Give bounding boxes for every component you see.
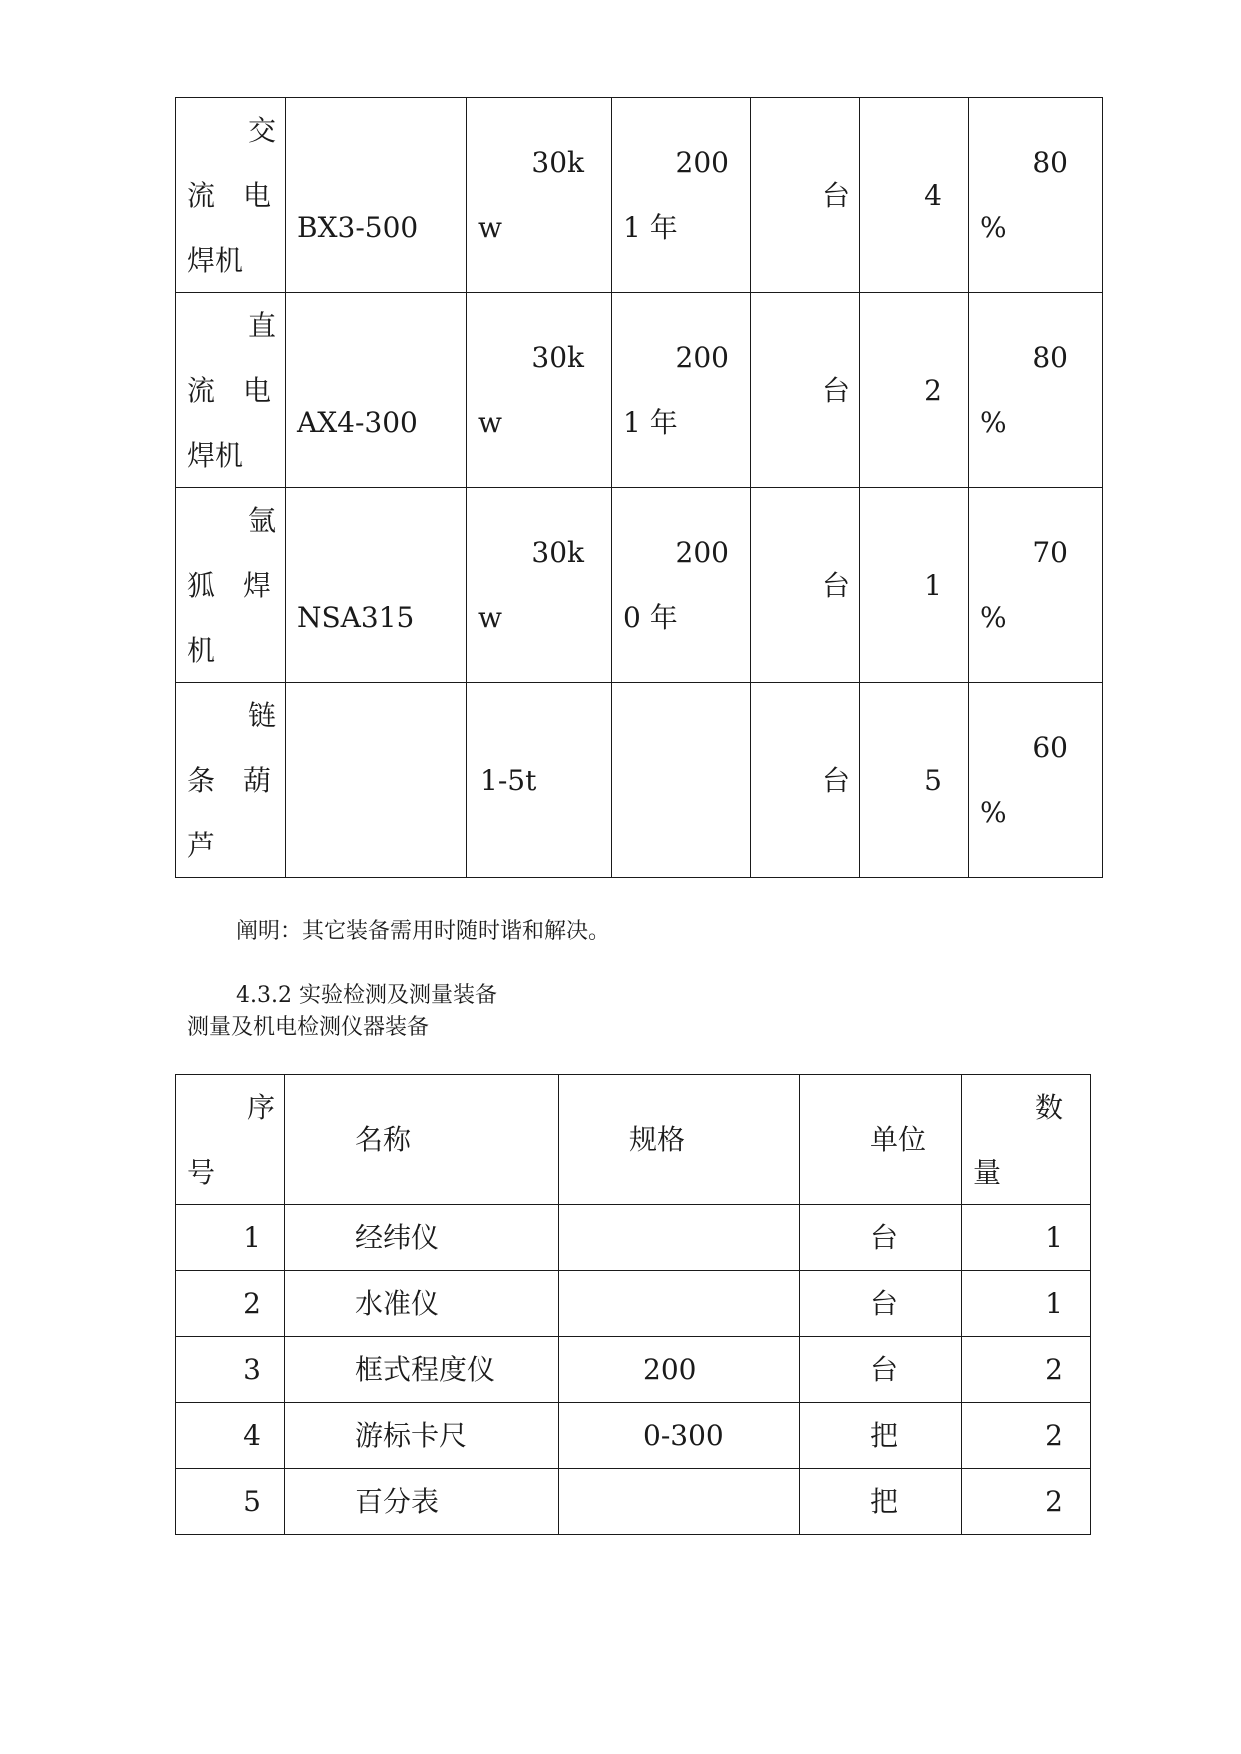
seq-cell xyxy=(176,1205,285,1271)
equipment-qty-cell xyxy=(860,488,969,683)
equipment-power-line: w xyxy=(478,211,502,244)
equipment-unit-cell xyxy=(751,683,860,878)
header-unit: 单位 xyxy=(870,1123,927,1156)
equipment-unit-cell xyxy=(751,98,860,293)
qty-cell xyxy=(962,1205,1091,1271)
name-value: 经纬仪 xyxy=(355,1221,440,1254)
table-row xyxy=(176,1205,1091,1271)
equipment-name-line: 条 葫 xyxy=(187,764,272,797)
name-cell xyxy=(285,1469,559,1535)
equipment-year-line: 1 年 xyxy=(623,406,678,439)
equipment-name-line: 流 电 xyxy=(187,179,272,212)
equipment-unit: 台 xyxy=(821,374,850,407)
equipment-rate-line: % xyxy=(980,406,1007,439)
equipment-rate-cell xyxy=(969,293,1103,488)
spec-cell xyxy=(559,1403,800,1469)
equipment-rate-cell xyxy=(969,683,1103,878)
equipment-model-cell xyxy=(286,98,467,293)
equipment-name-cell xyxy=(176,293,286,488)
qty-value: 2 xyxy=(1045,1419,1063,1452)
equipment-power-line: w xyxy=(478,406,502,439)
table-row xyxy=(176,1469,1091,1535)
seq-cell xyxy=(176,1403,285,1469)
unit-value: 台 xyxy=(870,1287,899,1320)
equipment-rate-line: 70 xyxy=(1032,536,1068,569)
equipment-note: 阐明：其它装备需用时随时谐和解决。 xyxy=(236,919,611,944)
equipment-year-cell xyxy=(612,293,751,488)
equipment-model-cell xyxy=(286,293,467,488)
section-subheading: 测量及机电检测仪器装备 xyxy=(187,1015,430,1040)
seq-value: 5 xyxy=(243,1485,261,1518)
equipment-year-line: 1 年 xyxy=(623,211,678,244)
equipment-name-cell xyxy=(176,488,286,683)
header-spec-cell xyxy=(559,1075,800,1205)
equipment-name-line: 链 xyxy=(247,699,276,732)
unit-cell xyxy=(800,1271,962,1337)
name-cell xyxy=(285,1337,559,1403)
spec-value: 0-300 xyxy=(643,1419,724,1452)
spec-cell xyxy=(559,1205,800,1271)
name-cell xyxy=(285,1271,559,1337)
equipment-year-cell xyxy=(612,683,751,878)
name-value: 框式程度仪 xyxy=(355,1353,496,1386)
name-value: 游标卡尺 xyxy=(355,1419,468,1452)
unit-value: 把 xyxy=(870,1485,899,1518)
name-value: 百分表 xyxy=(355,1485,440,1518)
equipment-name-line: 直 xyxy=(247,309,276,342)
equipment-rate-cell xyxy=(969,98,1103,293)
table-row xyxy=(176,293,1103,488)
measuring-instrument-table xyxy=(175,1074,1091,1535)
table-row xyxy=(176,1403,1091,1469)
seq-cell xyxy=(176,1271,285,1337)
header-qty-line: 数 xyxy=(1034,1091,1063,1124)
equipment-rate-line: 60 xyxy=(1032,731,1068,764)
unit-cell xyxy=(800,1337,962,1403)
equipment-qty-cell xyxy=(860,683,969,878)
equipment-power-line: 30k xyxy=(531,536,584,569)
table-row xyxy=(176,1271,1091,1337)
qty-value: 2 xyxy=(1045,1485,1063,1518)
equipment-model-cell xyxy=(286,488,467,683)
header-qty-line: 量 xyxy=(973,1156,1002,1189)
equipment-unit: 台 xyxy=(821,569,850,602)
seq-cell xyxy=(176,1469,285,1535)
equipment-model: 1-5t xyxy=(480,764,537,797)
unit-value: 把 xyxy=(870,1419,899,1452)
table-row xyxy=(176,1337,1091,1403)
equipment-rate-line: % xyxy=(980,601,1007,634)
qty-cell xyxy=(962,1403,1091,1469)
equipment-name-line: 交 xyxy=(247,114,276,147)
header-unit-cell xyxy=(800,1075,962,1205)
header-seq-line: 序 xyxy=(246,1091,275,1124)
equipment-year-line: 200 xyxy=(675,146,729,179)
equipment-power-cell xyxy=(467,293,612,488)
spec-cell xyxy=(559,1469,800,1535)
equipment-name-line: 焊机 xyxy=(187,244,244,277)
equipment-name-cell xyxy=(176,98,286,293)
equipment-power-line: 30k xyxy=(531,146,584,179)
qty-value: 1 xyxy=(1045,1287,1063,1320)
spec-value: 200 xyxy=(643,1353,697,1386)
equipment-power-cell xyxy=(467,683,612,878)
equipment-name-line: 流 电 xyxy=(187,374,272,407)
qty-value: 2 xyxy=(1045,1353,1063,1386)
equipment-year-cell xyxy=(612,488,751,683)
seq-value: 1 xyxy=(243,1221,261,1254)
equipment-model: AX4-300 xyxy=(297,406,418,439)
equipment-name-cell xyxy=(176,683,286,878)
equipment-rate-line: 80 xyxy=(1032,341,1068,374)
equipment-rate-line: % xyxy=(980,796,1007,829)
equipment-power-line: w xyxy=(478,601,502,634)
equipment-unit-cell xyxy=(751,293,860,488)
equipment-qty: 4 xyxy=(924,179,942,212)
unit-cell xyxy=(800,1403,962,1469)
qty-value: 1 xyxy=(1045,1221,1063,1254)
spec-cell xyxy=(559,1271,800,1337)
header-seq-cell xyxy=(176,1075,285,1205)
spec-cell xyxy=(559,1337,800,1403)
equipment-qty-cell xyxy=(860,293,969,488)
header-name: 名称 xyxy=(355,1123,412,1156)
unit-value: 台 xyxy=(870,1221,899,1254)
name-cell xyxy=(285,1205,559,1271)
section-heading: 4.3.2 实验检测及测量装备 xyxy=(236,983,497,1008)
equipment-qty-cell xyxy=(860,98,969,293)
equipment-name-line: 芦 xyxy=(187,829,216,862)
qty-cell xyxy=(962,1271,1091,1337)
equipment-name-line: 氩 xyxy=(247,504,276,537)
equipment-unit: 台 xyxy=(821,764,850,797)
table-row xyxy=(176,98,1103,293)
table-row xyxy=(176,683,1103,878)
equipment-name-line: 焊机 xyxy=(187,439,244,472)
table-row xyxy=(176,488,1103,683)
header-seq-line: 号 xyxy=(187,1156,216,1189)
equipment-year-cell xyxy=(612,98,751,293)
seq-value: 3 xyxy=(243,1353,261,1386)
equipment-year-line: 200 xyxy=(675,536,729,569)
equipment-qty: 1 xyxy=(924,569,942,602)
equipment-model: BX3-500 xyxy=(297,211,419,244)
equipment-unit: 台 xyxy=(821,179,850,212)
table-header-row xyxy=(176,1075,1091,1205)
unit-cell xyxy=(800,1469,962,1535)
header-qty-cell xyxy=(962,1075,1091,1205)
equipment-model-cell xyxy=(286,683,537,878)
equipment-name-line: 机 xyxy=(187,634,216,667)
unit-cell xyxy=(800,1205,962,1271)
equipment-power-line: 30k xyxy=(531,341,584,374)
header-spec: 规格 xyxy=(629,1123,686,1156)
header-name-cell xyxy=(285,1075,559,1205)
equipment-power-cell xyxy=(467,98,612,293)
equipment-qty: 5 xyxy=(924,764,942,797)
name-cell xyxy=(285,1403,559,1469)
equipment-table xyxy=(175,97,1103,878)
qty-cell xyxy=(962,1337,1091,1403)
equipment-rate-line: 80 xyxy=(1032,146,1068,179)
equipment-rate-cell xyxy=(969,488,1103,683)
equipment-rate-line: % xyxy=(980,211,1007,244)
seq-value: 2 xyxy=(243,1287,261,1320)
equipment-name-line: 狐 焊 xyxy=(187,569,272,602)
equipment-unit-cell xyxy=(751,488,860,683)
name-value: 水准仪 xyxy=(355,1287,440,1320)
equipment-model: NSA315 xyxy=(297,601,415,634)
equipment-qty: 2 xyxy=(924,374,942,407)
unit-value: 台 xyxy=(870,1353,899,1386)
equipment-power-cell xyxy=(467,488,612,683)
qty-cell xyxy=(962,1469,1091,1535)
seq-value: 4 xyxy=(243,1419,261,1452)
seq-cell xyxy=(176,1337,285,1403)
equipment-year-line: 0 年 xyxy=(623,601,678,634)
equipment-year-line: 200 xyxy=(675,341,729,374)
